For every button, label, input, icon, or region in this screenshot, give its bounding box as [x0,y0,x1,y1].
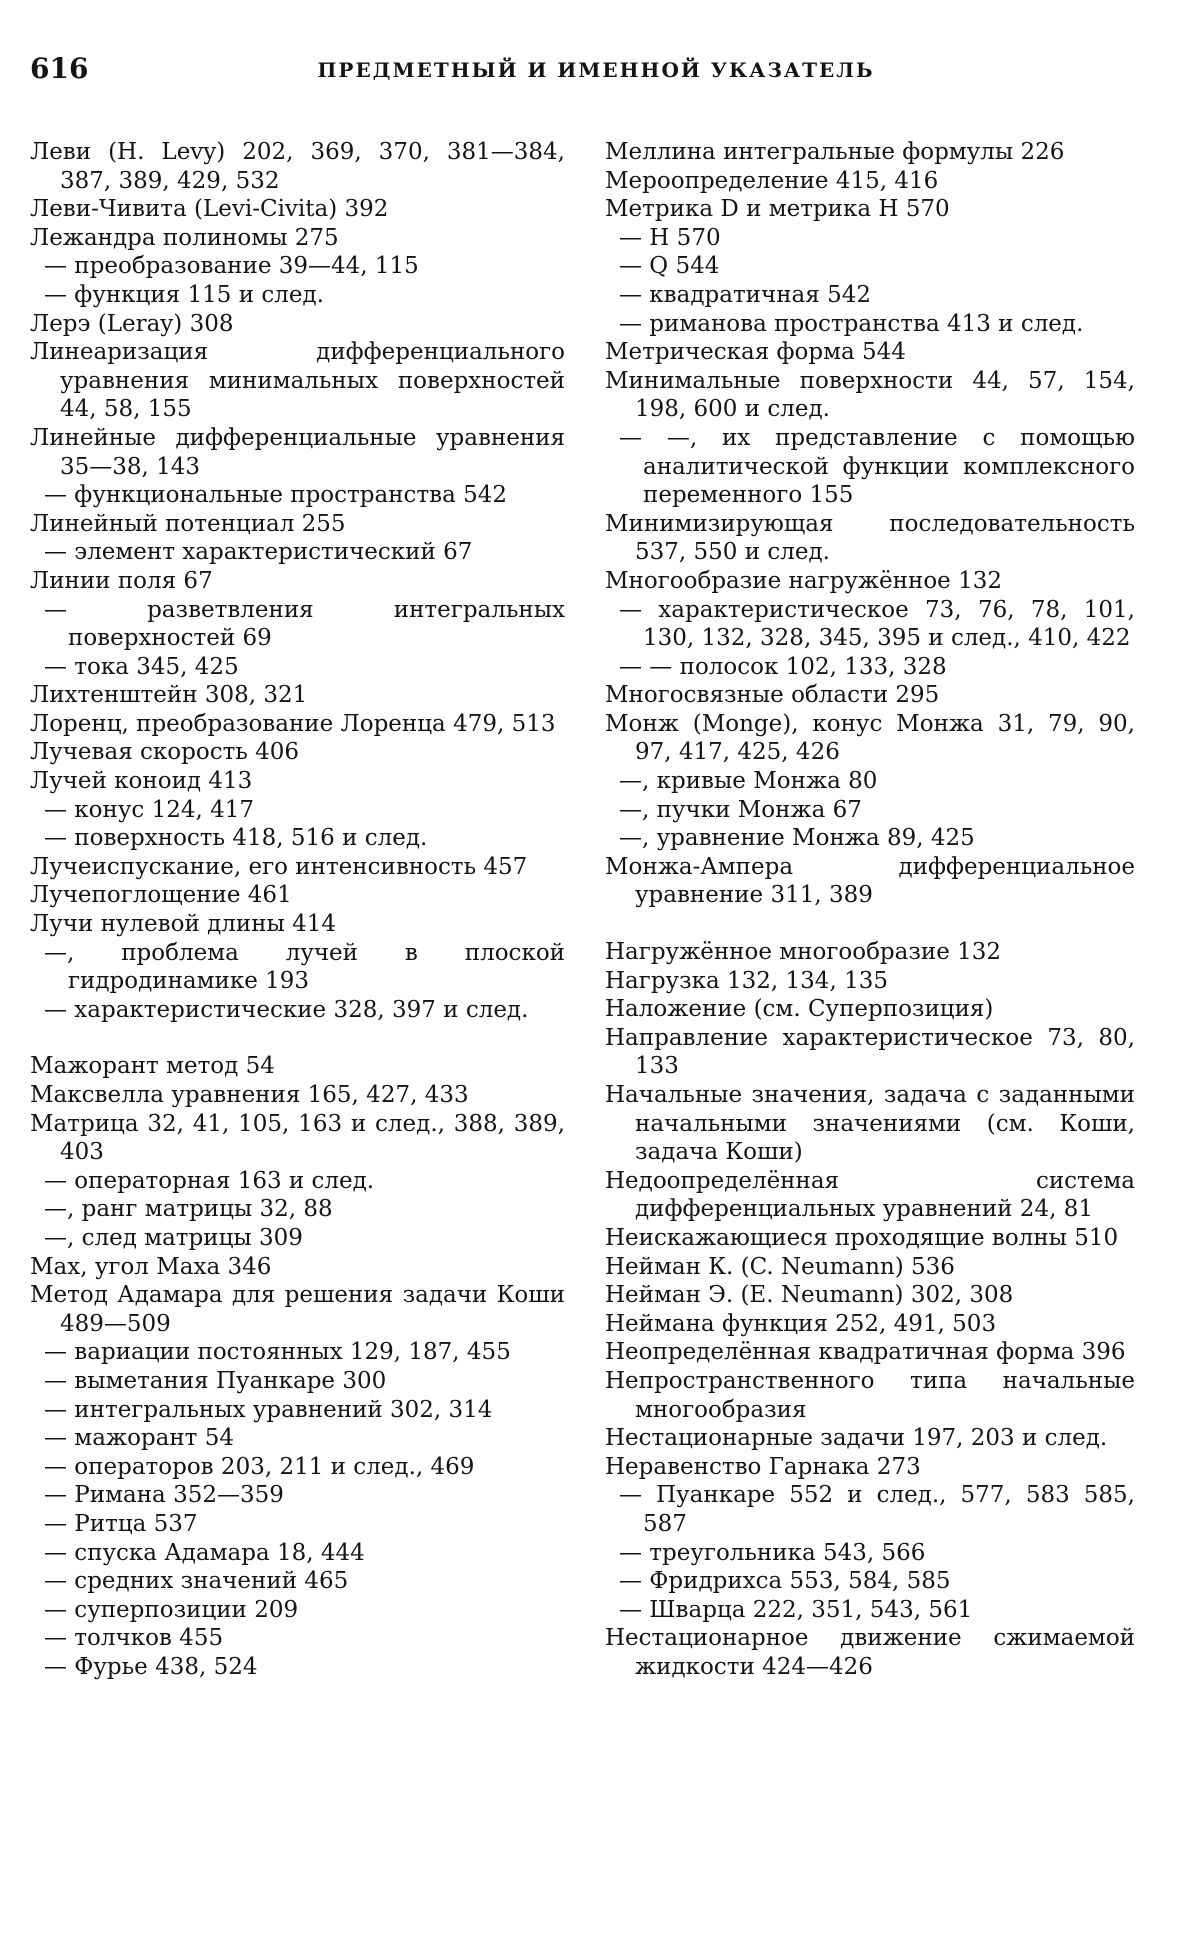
index-entry: Метрика D и метрика H 570 [605,196,950,223]
index-entry: —, кривые Монжа 80 [619,768,878,795]
index-entry: Лучеиспускание, его интенсивность 457 [30,853,528,880]
index-entry: — функциональные пространства 542 [44,482,507,509]
index-entry: — суперпозиции 209 [44,1596,299,1623]
index-entry: Лучи нулевой длины 414 [30,911,337,938]
index-entry: — квадратичная 542 [619,281,871,308]
index-entry: Неймана функция 252, 491, 503 [605,1310,997,1337]
index-entry: — треугольника 543, 566 [619,1539,926,1566]
index-entry: Метод Адамара для решения задачи Коши 489—509 [30,1282,565,1337]
index-entry: Монж (Monge), конус Монжа 31, 79, 90, 97, 417, 425, 426 [605,710,1135,766]
index-entry: —, проблема лучей в плоской гидродинамике 193 [44,939,565,995]
index-entry: — средних значений 465 [44,1568,349,1595]
index-entry: Монжа-Ампера дифференциальное уравнение 311, 389 [605,853,1135,909]
index-entry: Неискажающиеся проходящие волны 510 [605,1224,1119,1251]
index-entry: Нестационарное движение сжимаемой жидкости 424—426 [605,1625,1135,1680]
index-entry: Нейман К. (C. Neumann) 536 [605,1253,955,1280]
index-entry: — тока 345, 425 [44,653,239,680]
index-entry: Мах, угол Маха 346 [30,1253,272,1280]
index-entry: — Q 544 [619,253,720,280]
index-entry: — Ритца 537 [44,1510,198,1537]
left-column [30,138,565,1681]
index-entry: — элемент характеристический 67 [44,539,473,566]
page-title: ПРЕДМЕТНЫЙ И ИМЕННОЙ УКАЗАТЕЛЬ [317,58,875,82]
index-entry: Линейные дифференциальные уравнения 35—38, 143 [30,424,565,480]
index-entry: — Римана 352—359 [44,1482,284,1509]
index-entry: — H 570 [619,224,721,251]
index-entry: Лоренц, преобразование Лоренца 479, 513 [30,710,556,737]
index-entry: — характеристические 328, 397 и след. [44,996,529,1023]
index-entry: Нейман Э. (E. Neumann) 302, 308 [605,1282,1014,1309]
index-entry: Лихтенштейн 308, 321 [30,682,308,709]
index-entry: Лежандра полиномы 275 [30,224,339,251]
index-entry: Мажорант метод 54 [30,1053,275,1080]
index-entry: —, уравнение Монжа 89, 425 [619,825,975,852]
index-entry: Леви-Чивита (Levi-Civita) 392 [30,196,389,223]
page-header [30,52,1162,92]
index-entry: —, пучки Монжа 67 [619,796,862,823]
index-entry: Нагружённое многообразие 132 [605,939,1002,966]
index-entry: — разветвления интегральных поверхностей 69 [44,596,565,652]
index-entry: — Пуанкаре 552 и след., 577, 583 585, 587 [619,1482,1135,1537]
index-entry: Минимальные поверхности 44, 57, 154, 198, 600 и след. [605,367,1135,423]
index-entry: Непространственного типа начальные многообразия [605,1367,1135,1423]
index-entry: Многосвязные области 295 [605,682,940,709]
right-column [605,138,1135,1681]
index-entry: Лучей коноид 413 [30,768,253,795]
index-entry: — функция 115 и след. [44,281,324,308]
index-entry: Леви (H. Levy) 202, 369, 370, 381—384, 387, 389, 429, 532 [30,139,565,194]
index-entry: — операторная 163 и след. [44,1167,375,1194]
page-number: 616 [30,52,89,85]
index-entry: — Фридрихса 553, 584, 585 [619,1568,951,1595]
index-entry: — — полосок 102, 133, 328 [619,653,947,680]
index-entry: — выметания Пуанкаре 300 [44,1367,387,1394]
index-entry: Лерэ (Leray) 308 [30,310,234,337]
index-entry: Нагрузка 132, 134, 135 [605,967,888,994]
index-entry: Лучевая скорость 406 [30,739,300,766]
index-entry: Неравенство Гарнака 273 [605,1453,921,1480]
index-entry: Наложение (см. Суперпозиция) [605,996,994,1023]
index-entry: — операторов 203, 211 и след., 469 [44,1453,475,1480]
index-entry: Минимизирующая последовательность 537, 550 и след. [605,510,1135,566]
index-entry: Начальные значения, задача с заданными начальными значениями (см. Коши, задача Коши) [605,1082,1135,1166]
index-entry: Матрица 32, 41, 105, 163 и след., 388, 389, 403 [30,1110,565,1166]
index-entry: — спуска Адамара 18, 444 [44,1539,365,1566]
index-entry: —, след матрицы 309 [44,1224,303,1251]
index-entry: Линии поля 67 [30,567,213,594]
index-entry: — мажорант 54 [44,1425,234,1452]
index-entry: Линейный потенциал 255 [30,510,346,537]
index-entry: — —, их представление с помощью аналитической функции комплексного переменного 155 [619,424,1135,509]
index-entry: — преобразование 39—44, 115 [44,253,419,280]
index-entry: — поверхность 418, 516 и след. [44,825,428,852]
index-entry: — интегральных уравнений 302, 314 [44,1396,493,1423]
index-entry: Максвелла уравнения 165, 427, 433 [30,1082,469,1108]
index-entry: — конус 124, 417 [44,796,255,823]
index-entry: Лучепоглощение 461 [30,882,292,909]
index-entry: Многообразие нагружённое 132 [605,567,1002,594]
index-entry: Неопределённая квадратичная форма 396 [605,1339,1126,1366]
index-entry: Меллина интегральные формулы 226 [605,139,1065,165]
index-entry: — характеристическое 73, 76, 78, 101, 130, 132, 328, 345, 395 и след., 410, 422 [619,596,1135,652]
index-entry: — Фурье 438, 524 [44,1653,258,1680]
index-entry: — вариации постоянных 129, 187, 455 [44,1339,511,1366]
index-entry: —, ранг матрицы 32, 88 [44,1196,333,1223]
index-entry: Метрическая форма 544 [605,339,906,366]
index-entry: Линеаризация дифференциального уравнения минимальных поверхностей 44, 58, 155 [30,339,565,423]
index-entry: Направление характеристическое 73, 80, 133 [605,1024,1135,1080]
index-entry: Недоопределённая система дифференциальных уравнений 24, 81 [605,1167,1135,1223]
index-entry: Мероопределение 415, 416 [605,167,939,194]
index-entry: — риманова пространства 413 и след. [619,310,1084,337]
index-entry: — Шварца 222, 351, 543, 561 [619,1596,973,1623]
index-entry: Нестационарные задачи 197, 203 и след. [605,1425,1108,1452]
index-entry: — толчков 455 [44,1625,224,1652]
